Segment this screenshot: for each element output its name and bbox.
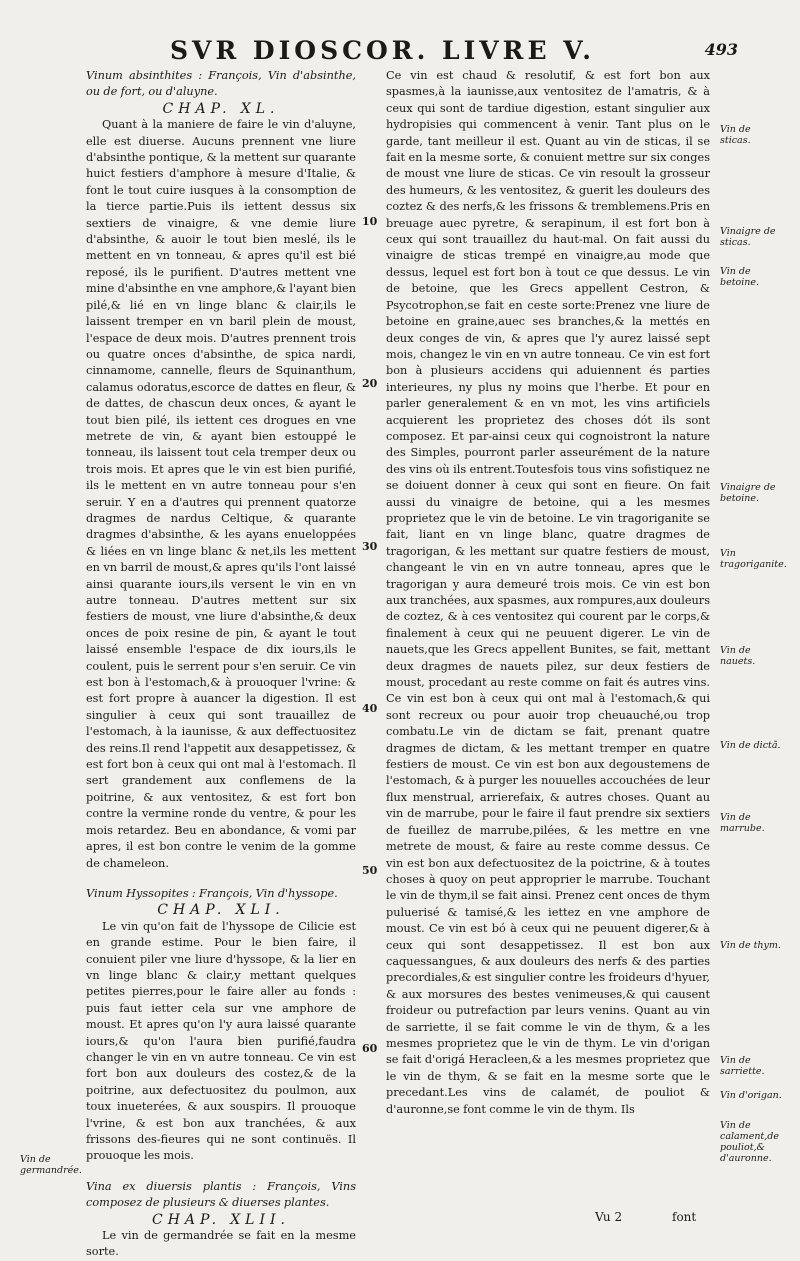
section-title-absinthe: Vinum absinthites : François, Vin d'absinthe, ou de fort, ou d'aluyne. [86,69,356,99]
right-column-text: Ce vin est chaud & resolutif, & est fort bon aux spasmes,à la iaunisse,aux ventositez de l'amatris, & à ceux qui sont de tardiue digestion, estant singulier aux hydropisies qui commencent à venir. Tant plus on le garde, tant meilleur il est. Quant au vin de sticas, il se fait en la mesme sorte, & conuient mettre sur six conges de moust vne liure de sticas. Ce vin resoult la grosseur des humeurs, & les ventositez, & guerit les douleurs des coztez & des nerfs,& les frissons & tremblemens.Pris en breuage auec pyretre, & serapinum, il est fort bon à ceux qui sont trauaillez du haut-mal. On fait aussi du vinaigre de sticas trempé en vinaigre,au mode que dessus, lequel est fort bon à tout ce que dessus. Le vin de betoine, que les Grecs appellent Cestron, & Psycotrophon,se fait en ceste sorte:Prenez vne liure de betoine en graine,auec ses branches,& la mettés en deux conges de vin, & apres que l'y aurez laissé sept mois, changez le vin en vn autre tonneau. Ce vin est fort bon à plusieurs accidens qui aduiennent és parties interieures, ny plus ny moins que l'herbe. Et pour en parler generalement & en vn mot, les vins artificiels acquierent les proprietez des choses dót ils sont composez. Et par-ainsi ceux qui cognoistront la nature des Simples, pourront parler asseurément de la nature des vins où ils entrent.Toutesfois tous vins sofistiquez ne se doiuent donner à ceux qui sont en fieure. On fait aussi du vinaigre de betoine, qui a les mesmes proprietez que le vin de betoine. Le vin tragoriganite se fait, liant en vn linge blanc, quatre dragmes de tragorigan, & les mettant sur quatre festiers de moust, changeant le vin en vn autre tonneau, apres que le tragorigan y aura demeuré trois mois. Ce vin est bon aux tranchées, aux spasmes, aux rompures,aux douleurs de coztez, & à ces ventositez qui courent par le corps,& finalement à ceux qui ne peuuent digerer. Le vin de nauets,que les Grecs appellent Bunites, se fait, mettant deux dragmes de nauets pilez, sur deux festiers de moust, procedant au reste comme on fait és autres vins. Ce vin est bon à ceux qui ont mal à l'estomach,& qui sont recreux ou pour auoir trop cheuauché,ou trop combatu.Le vin de dictam se fait, prenant quatre dragmes de dictam, & les mettant tremper en quatre festiers de moust. Ce vin est bon aux degoustemens de l'estomach, & à purger les nouuelles accouchées de leur flux menstrual, arrierefaix, & autres choses. Quant au vin de marrube, pour le faire il faut prendre six sextiers de fueillez de marrube,pilées, & les mettre en vne metrete de moust, & faire au reste comme dessus. Ce vin est bon aux defectuositez de la poictrine, & à toutes choses à quoy on peut approprier le marrube. Touchant le vin de thym,il se fait ainsi. Prenez cent onces de thym puluerisé & tamisé,& les iettez en vne amphore de moust. Ce vin est bó à ceux qui ne peuuent digerer,& à ceux qui sont desappetissez. Il est bon aux caquessangues, & aux douleurs des nerfs & des parties precordiales,& est singulier contre les froideurs d'hyuer, & aux morsures des bestes venimeuses,& qui causent froideur ou putrefaction par leurs venins. Quant au vin de sarriette, il se fait comme le vin de thym, & a les mesmes proprietez que le vin de thym. Le vin d'origan se fait d'origá Heracleen,& a les mesmes proprietez que le vin de thym, & se fait en la mesme sorte que le precedant.Les vins de calamét, de pouliot & d'auronne,se font comme le vin de thym. Ils [386,69,710,1116]
line-number-10: 10 [362,215,378,228]
margin-note-sarriette: Vin de sarriette. [720,1055,765,1077]
chapter-heading-xli: CHAP. XLI. [157,902,285,919]
margin-note-nauets: Vin de nauets. [720,645,756,667]
line-number-30: 30 [362,540,378,553]
left-column [86,68,356,1261]
section-text-germandree: Le vin de germandrée se fait en la mesme sorte. [86,1229,356,1259]
page-number: 493 [704,40,738,59]
margin-note-dictam: Vin de dictã. [720,740,781,751]
margin-note-origan: Vin d'origan. [720,1090,782,1101]
section-text-absinthe: Quant à la maniere de faire le vin d'aluyne, elle est diuerse. Aucuns prennent vne liure d'absinthe pontique, & la mettent sur quarante huict festiers d'amphore à mesure d'Italie, & font le tout cuire iusques à la consomption de la tierce partie.Puis ils iettent dessus six sextiers de vinaigre, & vne demie liure d'absinthe, & auoir le tout bien meslé, ils le mettent en vn tonneau, & apres qu'il est bié reposé, ils le purifient. D'autres mettent vne mine d'absinthe en vne amphore,& l'ayant bien pilé,& lié en vn linge blanc & clair,ils le laissent tremper en vn baril plein de moust, l'espace de deux mois. D'autres prennent trois ou quatre onces d'absinthe, de spica nardi, cinnamome, cannelle, fleurs de Squinanthum, calamus odoratus,escorce de dattes en fleur, & de dattes, de chascun deux onces, & ayant le tout bien pilé, ils iettent ces drogues en vne metrete de vin, & ayant bien estouppé le tonneau, ils laissent tout cela tremper deux ou trois mois. Et apres que le vin est bien purifié, ils le mettent en vn autre tonneau pour s'en seruir. Y en a d'autres qui prennent quatorze dragmes de nardus Celtique, & quarante dragmes d'absinthe, & les ayans enueloppées & liées en vn linge blanc & net,ils les mettent en vn barril de moust,& apres qu'ils l'ont laissé ainsi quarante iours,ils versent le vin en vn autre tonneau. D'autres mettent sur six festiers de moust, vne liure d'absinthe,& deux onces de poix resine de pin, & ayant le tout laissé ensemble l'espace de dix iours,ils le coulent, puis le serrent pour s'en seruir. Ce vin est bon à l'estomach,& à prouoquer l'vrine: & est fort propre à auancer la digestion. Il est singulier à ceux qui sont trauaillez de l'estomach, à la iaunisse, & aux deffectuositez des reins.Il rend l'appetit aux desappetissez, & est fort bon à ceux qui ont mal à l'estomach. Il sert grandement aux conflemens de la poitrine, & aux ventositez, & est fort bon contre la vermine ronde du ventre, & pour les mois retardez. Beu en abondance, & vomi par apres, il est bon contre le venim de la gomme de chameleon. [86,118,356,870]
margin-note-sticas: Vin de sticas. [720,124,751,146]
margin-note-calament: Vin de calament,de pouliot,& d'auronne. [720,1120,779,1164]
line-number-50: 50 [362,864,378,877]
line-number-40: 40 [362,702,378,715]
margin-note-vinaigre-sticas: Vinaigre de sticas. [720,226,776,248]
running-head: SVR DIOSCOR. LIVRE V. [170,36,595,65]
signature-mark: Vu 2 [595,1210,623,1224]
right-column [386,68,710,1118]
line-number-20: 20 [362,377,378,390]
section-text-hyssope: Le vin qu'on fait de l'hyssope de Cilicie est en grande estime. Pour le bien faire, il conuient piler vne liure d'hyssope, & la lier en vn linge blanc & clair,y mettant quelques petites pierres,pour le faire aller au fonds : puis faut ietter cela sur vne amphore de moust. Et apres qu'on l'y aura laissé quarante iours,& qu'on l'aura bien purifié,faudra changer le vin en vn autre tonneau. Ce vin est fort bon aux douleurs des costez,& de la poitrine, aux defectuositez du poulmon, aux toux inueterées, & aux souspirs. Il prouoque l'vrine, & est bon aux tranchées, & aux frissons des-fieures qui ne sont continuës. Il prouoque les mois. [86,919,356,1163]
section-title-plantes: Vina ex diuersis plantis : François, Vins composez de plusieurs & diuerses plantes. [86,1179,356,1210]
margin-note-marrube: Vin de marrube. [720,812,765,834]
section-title-hyssope: Vinum Hyssopites : François, Vin d'hyssope. [86,886,338,900]
margin-note-tragoriganite: Vin tragoriganite. [720,548,787,570]
margin-note-thym: Vin de thym. [720,940,781,951]
margin-note-vinaigre-betoine: Vinaigre de betoine. [720,482,776,504]
line-number-60: 60 [362,1042,378,1055]
catchword: font [672,1210,697,1224]
chapter-heading-xl: CHAP. XL. [162,100,280,117]
margin-note-germandree: Vin de germandrée. [20,1154,82,1176]
margin-note-betoine: Vin de betoine. [720,266,760,288]
chapter-heading-xlii: CHAP. XLII. [152,1211,290,1228]
